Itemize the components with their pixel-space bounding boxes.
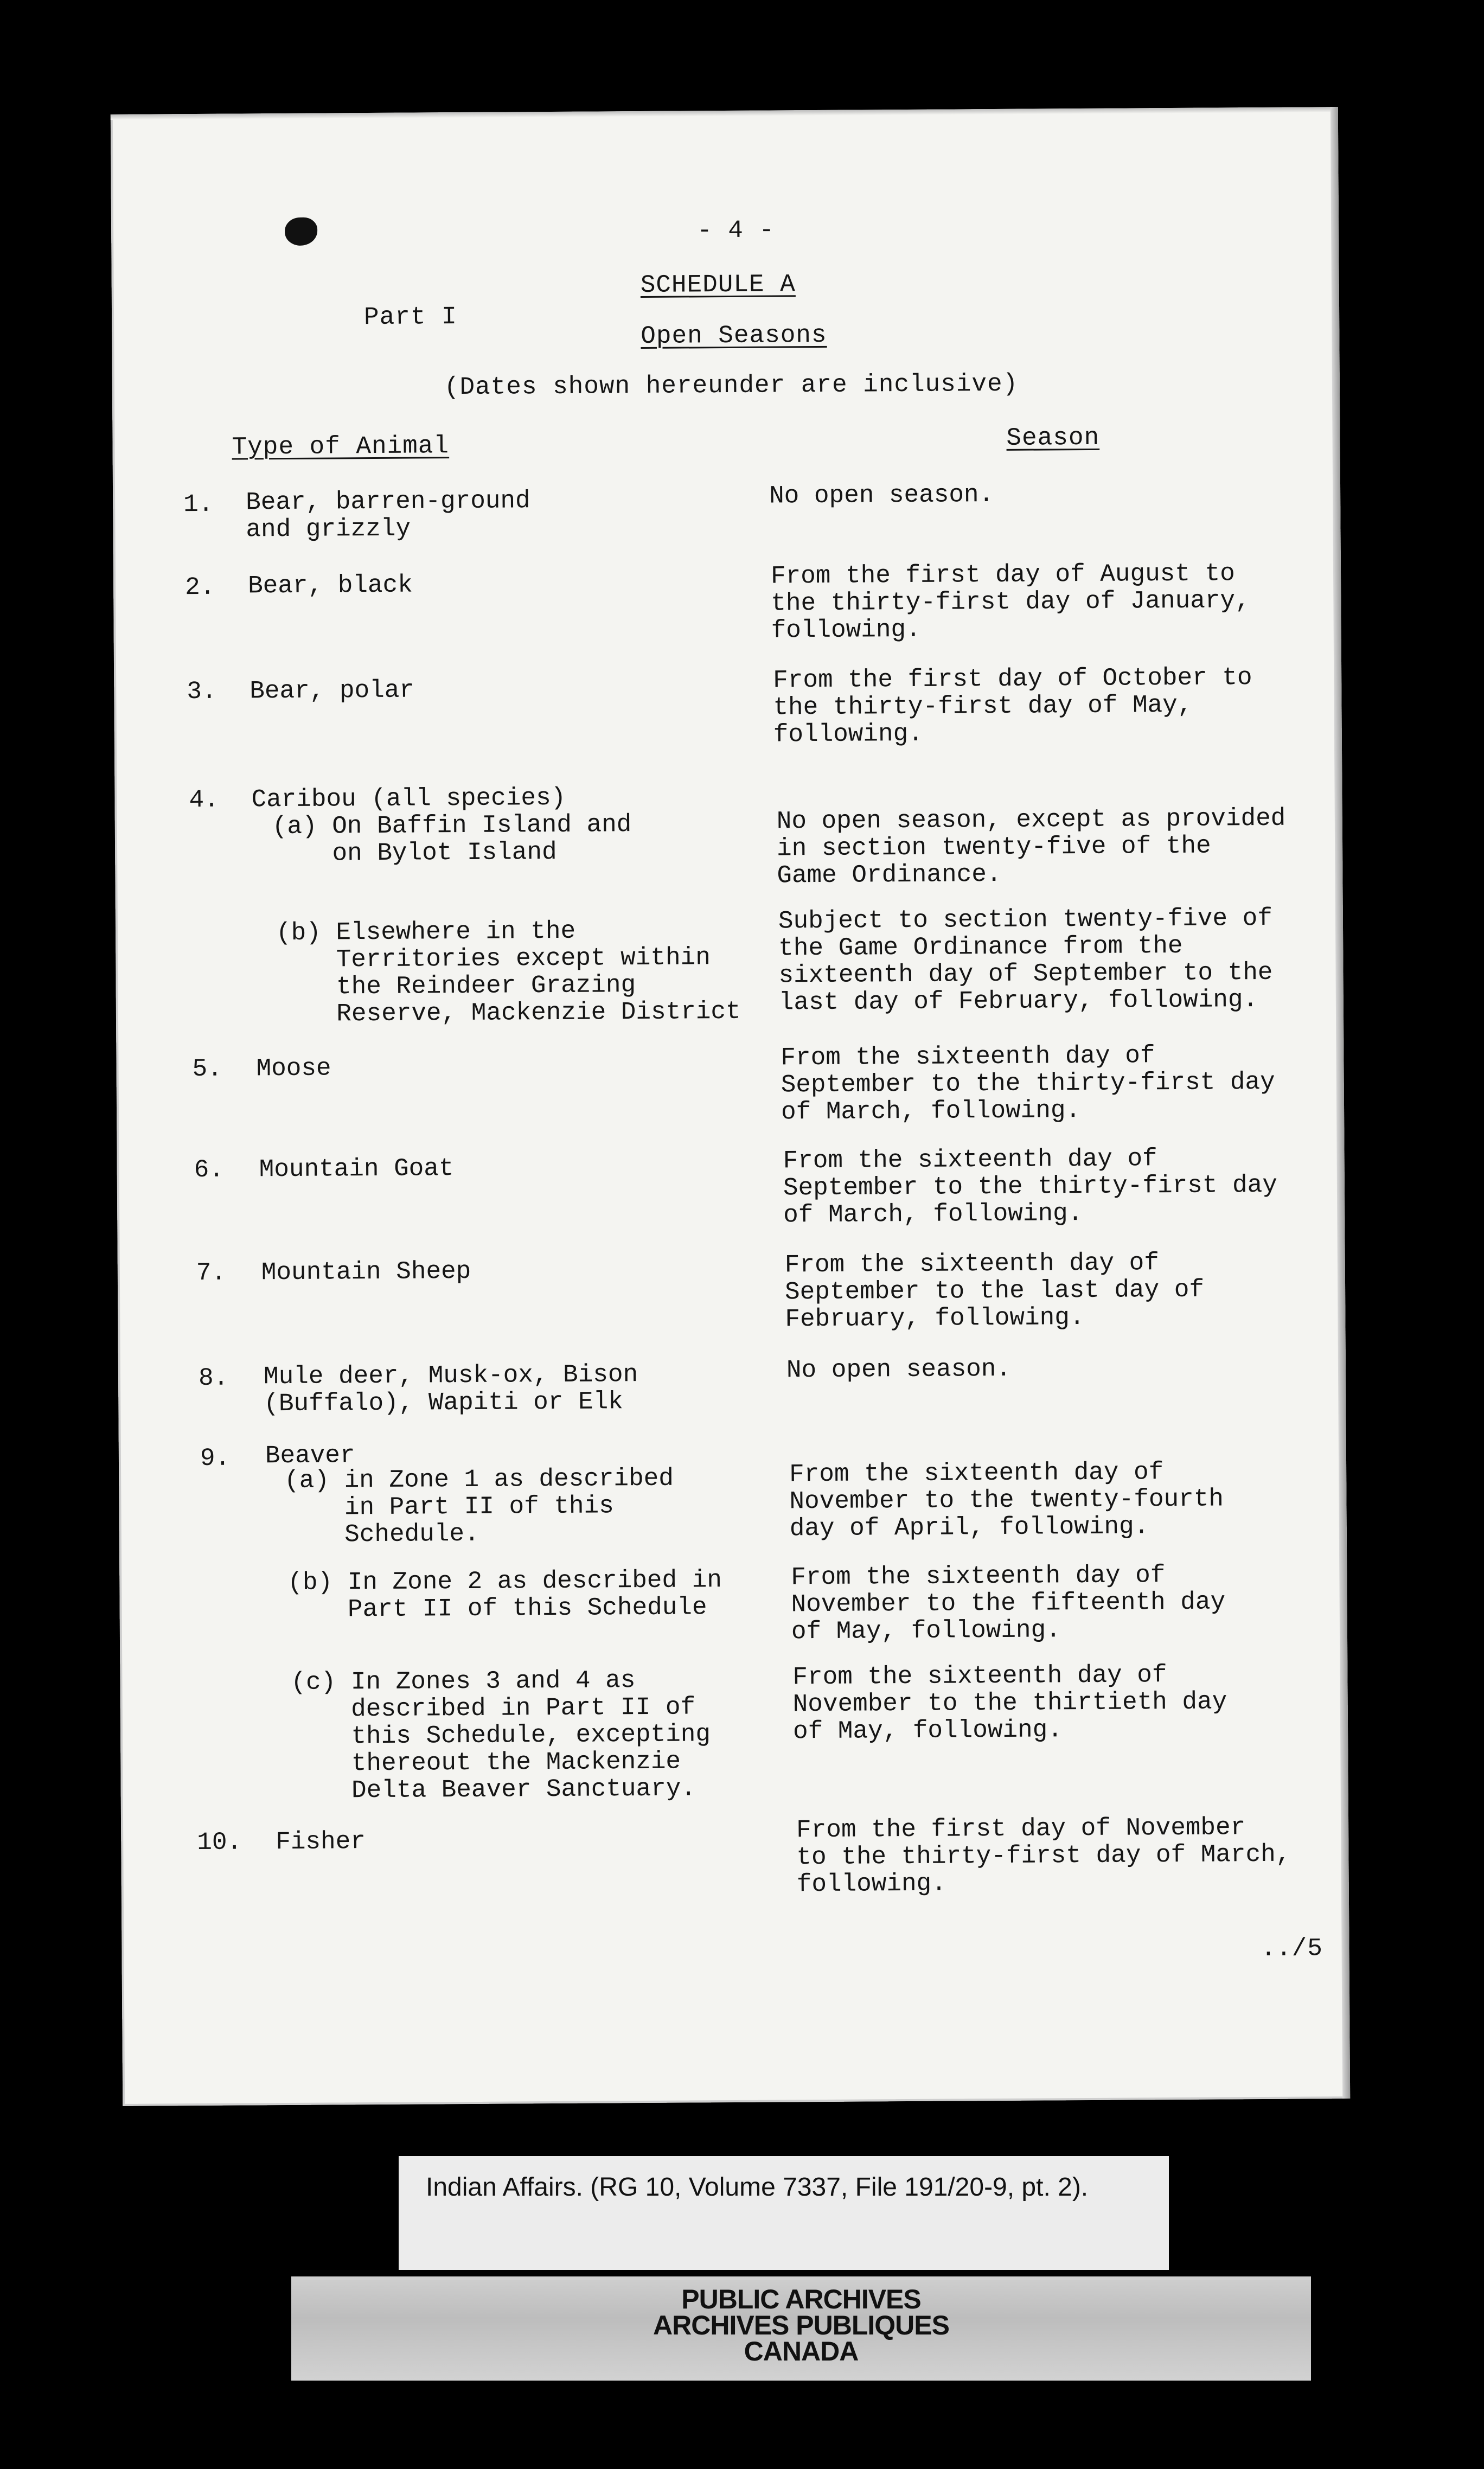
- animal-name: Mountain Sheep: [261, 1257, 471, 1287]
- page-top-edge: [111, 107, 1338, 120]
- season-text: From the sixteenth day of November to the thirtieth day of May, following.: [792, 1661, 1227, 1746]
- season-text: No open season.: [769, 481, 994, 510]
- row-number: 2.: [184, 573, 215, 602]
- animal-name: Bear, black: [247, 571, 413, 600]
- page-number: - 4 -: [696, 216, 775, 245]
- column-header-season: Season: [1006, 423, 1100, 452]
- animal-subentry: (c) In Zones 3 and 4 as described in Part II of this Schedule, excepting thereout the Mackenzie Delta Beaver Sanctuary.: [291, 1666, 711, 1805]
- animal-name: Bear, polar: [250, 676, 415, 706]
- season-text: From the first day of November to the thirty-first day of March, following.: [796, 1813, 1291, 1899]
- season-text: From the first day of August to the thirty-first day of January, following.: [770, 559, 1250, 645]
- animal-name: Moose: [256, 1054, 331, 1083]
- animal-name: Bear, barren-ground and grizzly: [246, 487, 530, 544]
- continuation-marker: ../5: [1261, 1934, 1323, 1963]
- row-number: 6.: [194, 1155, 225, 1185]
- animal-subentry: (a) On Baffin Island and on Bylot Island: [272, 810, 632, 868]
- animal-name: Mule deer, Musk-ox, Bison (Buffalo), Wapiti or Elk: [263, 1360, 638, 1418]
- row-number: 3.: [187, 677, 217, 706]
- archive-reference-label: [399, 2156, 1169, 2270]
- part-label: Part I: [363, 303, 457, 332]
- archives-stamp: [291, 2276, 1311, 2381]
- page-right-edge: [1331, 107, 1350, 2099]
- stamp-line-2: ARCHIVES PUBLIQUES: [653, 2310, 949, 2340]
- season-text: From the sixteenth day of September to the thirty-first day of March, following.: [783, 1144, 1278, 1230]
- season-text: No open season.: [786, 1354, 1012, 1385]
- animal-name: Fisher: [276, 1827, 366, 1857]
- ink-blot: [285, 218, 317, 246]
- animal-name: Mountain Goat: [259, 1154, 454, 1184]
- season-text: Subject to section twenty-five of the Game Ordinance from the sixteenth day of September to the last day of February, following.: [778, 904, 1273, 1017]
- stamp-line-1: PUBLIC ARCHIVES: [681, 2284, 921, 2314]
- animal-subentry: (a) in Zone 1 as described in Part II of this Schedule.: [284, 1464, 674, 1550]
- animal-name: Beaver: [265, 1441, 355, 1470]
- row-number: 10.: [197, 1828, 242, 1857]
- animal-name: Caribou (all species): [251, 783, 566, 814]
- animal-subentry: (b) In Zone 2 as described in Part II of this Schedule: [287, 1566, 722, 1624]
- season-text: From the sixteenth day of September to the thirty-first day of March, following.: [781, 1041, 1275, 1127]
- row-number: 8.: [198, 1364, 229, 1392]
- schedule-title: SCHEDULE A: [640, 270, 796, 299]
- animal-subentry: (b) Elsewhere in the Territories except within the Reindeer Grazing Reserve, Mackenzie District: [276, 917, 741, 1029]
- season-text: From the sixteenth day of November to the fifteenth day of May, following.: [791, 1561, 1226, 1646]
- archive-reference-text: Indian Affairs. (RG 10, Volume 7337, File 191/20-9, pt. 2).: [426, 2173, 1089, 2202]
- season-text: No open season, except as provided in section twenty-five of the Game Ordinance.: [776, 804, 1286, 890]
- season-text: From the sixteenth day of November to the twenty-fourth day of April, following.: [789, 1458, 1224, 1543]
- inclusive-note: (Dates shown hereunder are inclusive): [444, 369, 1019, 402]
- column-header-animal: Type of Animal: [232, 432, 450, 462]
- row-number: 9.: [200, 1444, 231, 1473]
- season-text: From the sixteenth day of September to the last day of February, following.: [784, 1249, 1205, 1334]
- row-number: 5.: [192, 1054, 222, 1084]
- section-title: Open Seasons: [641, 321, 827, 350]
- stamp-line-3: CANADA: [744, 2336, 859, 2366]
- document-page: [111, 107, 1350, 2106]
- row-number: 4.: [189, 785, 219, 815]
- row-number: 7.: [196, 1258, 227, 1288]
- row-number: 1.: [183, 490, 214, 519]
- season-text: From the first day of October to the thirty-first day of May, following.: [773, 663, 1252, 749]
